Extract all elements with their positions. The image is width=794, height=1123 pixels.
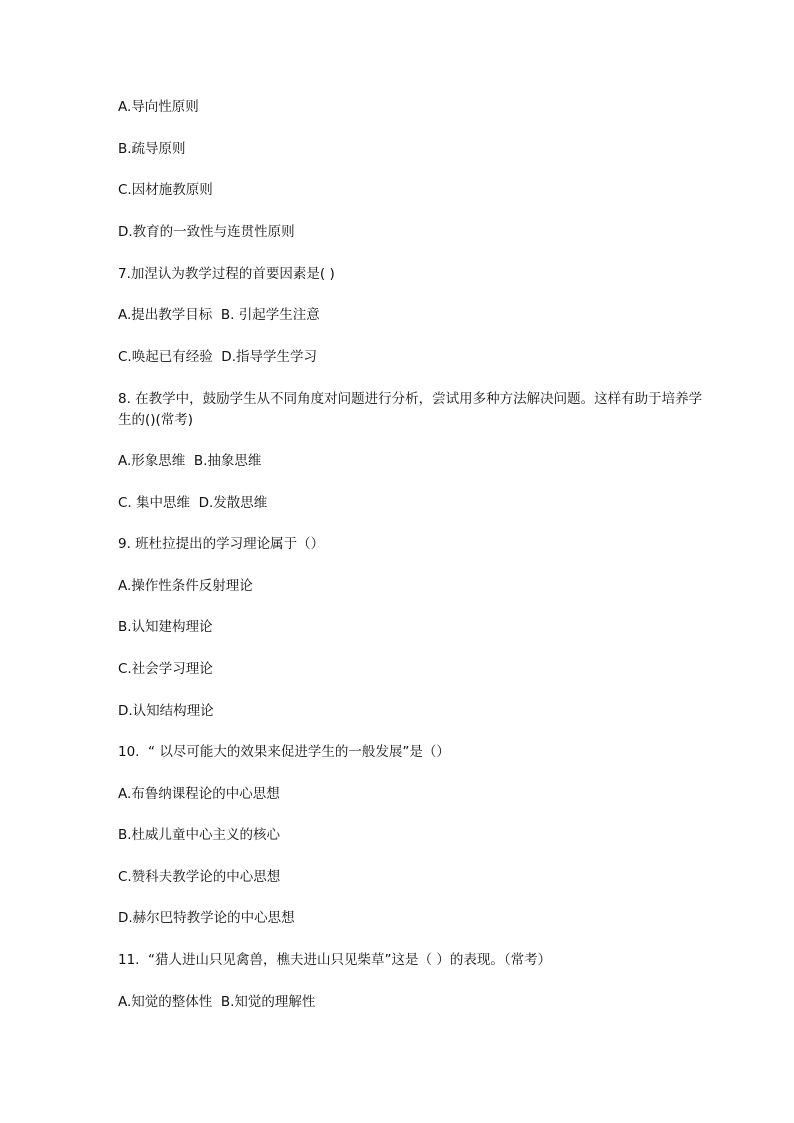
option-a-line: A.导向性原则 [118,99,199,115]
option-c-line: C.因材施教原则 [118,182,213,198]
option-b-line: B.疏导原则 [118,141,186,157]
question-7: 7.加涅认为教学过程的首要因素是( ) [118,266,335,282]
question-9-option-d: D.认知结构理论 [118,703,214,719]
question-10-option-a: A.布鲁纳课程论的中心思想 [118,786,280,802]
question-11-options-ab: A.知觉的整体性 B.知觉的理解性 [118,994,316,1010]
question-10-option-d: D.赫尔巴特教学论的中心思想 [118,910,295,926]
question-9-option-a: A.操作性条件反射理论 [118,578,253,594]
question-9-option-b: B.认知建构理论 [118,619,213,635]
question-11: 11. “猎人进山只见禽兽，樵夫进山只见柴草”这是（ ）的表现。（常考） [118,952,552,968]
option-d-line: D.教育的一致性与连贯性原则 [118,224,295,240]
question-7-options-cd: C.唤起已有经验 D.指导学生学习 [118,349,317,365]
question-9-option-c: C.社会学习理论 [118,661,213,677]
question-8: 8. 在教学中，鼓励学生从不同角度对问题进行分析，尝试用多种方法解决问题。这样有助于培养学生的()(常考) [118,391,703,428]
question-10-option-c: C.赞科夫教学论的中心思想 [118,869,281,885]
question-7-options-ab: A.提出教学目标 B. 引起学生注意 [118,307,320,323]
question-8-options-cd: C. 集中思维 D.发散思维 [118,495,268,511]
question-10-option-b: B.杜威儿童中心主义的核心 [118,827,281,843]
question-9: 9. 班杜拉提出的学习理论属于（） [118,536,325,552]
question-10: 10. “ 以尽可能大的效果来促进学生的一般发展”是（） [118,744,450,760]
question-8-options-ab: A.形象思维 B.抽象思维 [118,453,262,469]
